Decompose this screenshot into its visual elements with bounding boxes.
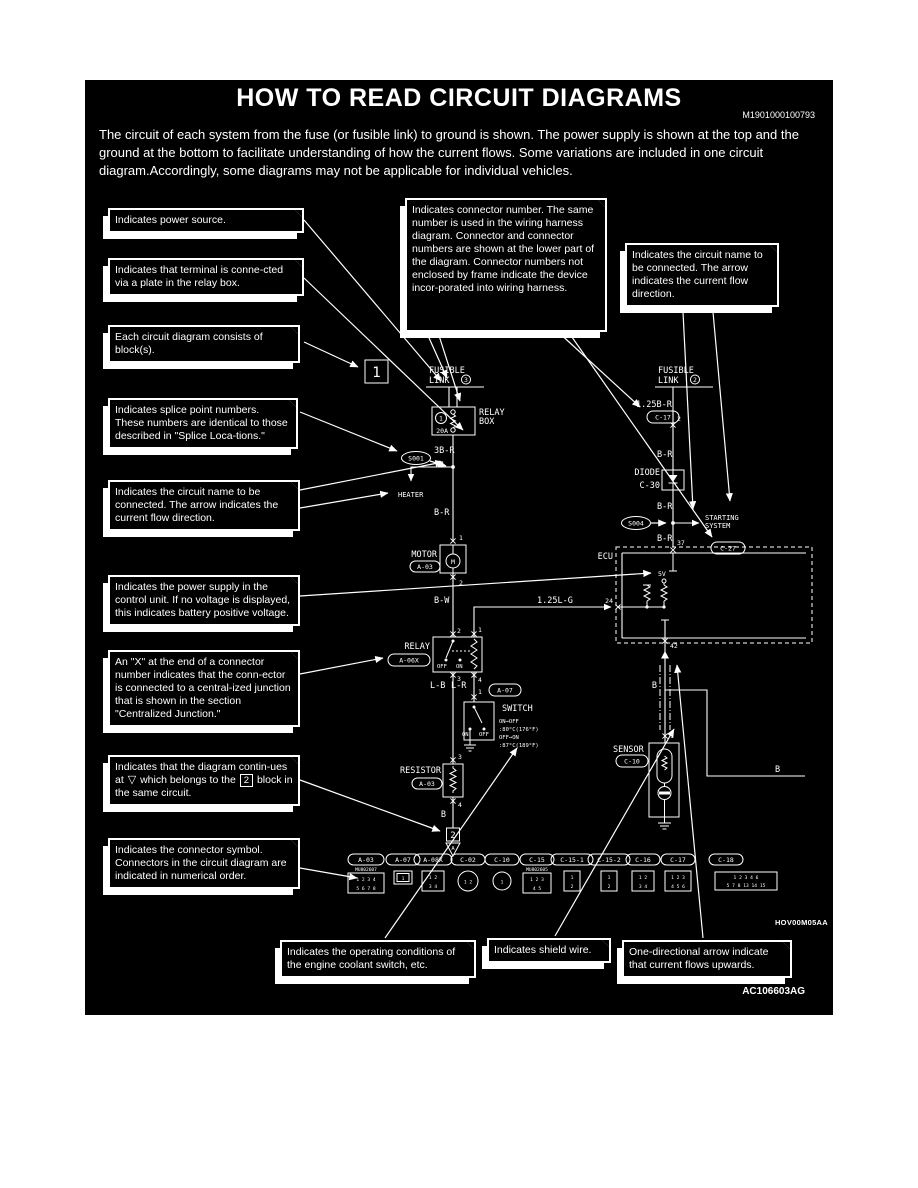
wire-label: B — [775, 765, 781, 775]
block-2-number: 2 — [450, 831, 456, 841]
svg-text:C-02: C-02 — [460, 856, 476, 864]
figure-reference-code: HOV00M05AA — [774, 918, 828, 927]
svg-text:5 6 7 8: 5 6 7 8 — [356, 887, 376, 892]
svg-text:2: 2 — [607, 885, 611, 890]
motor — [410, 534, 466, 587]
svg-text:1: 1 — [570, 876, 574, 881]
svg-text:42: 42 — [670, 642, 678, 650]
heater-label: HEATER — [398, 491, 424, 499]
relay — [388, 626, 482, 684]
svg-text:OFF: OFF — [479, 732, 489, 738]
fuse-icon — [451, 410, 455, 414]
callout-power-supply-control-unit: Indicates the power supply in the control unit. If no voltage is displayed, this indicates battery positive voltage. — [108, 575, 300, 626]
svg-text:1 2 3 4: 1 2 3 4 — [356, 878, 376, 883]
svg-text:3: 3 — [464, 376, 468, 384]
svg-text::80°C(176°F): :80°C(176°F) — [499, 727, 539, 733]
svg-text:4: 4 — [478, 676, 482, 684]
svg-text:2: 2 — [457, 627, 461, 635]
svg-text:A-03: A-03 — [419, 780, 435, 788]
svg-text:RELAY: RELAY — [404, 642, 430, 652]
svg-text:C-27: C-27 — [720, 544, 736, 553]
wire-label: B — [651, 681, 657, 691]
svg-text:A-03: A-03 — [417, 563, 433, 571]
svg-text:OFF→ON: OFF→ON — [499, 735, 519, 741]
callout-splice-points: Indicates splice point numbers. These numbers are identical to those described in "Splice Loca-tions." — [108, 398, 298, 449]
svg-text:5V: 5V — [658, 570, 666, 578]
heater-branch-wire — [411, 467, 453, 481]
svg-text:1 2 3: 1 2 3 — [671, 876, 685, 881]
svg-text:A: A — [451, 846, 455, 852]
svg-text:1: 1 — [670, 732, 674, 740]
callout-circuit-name-left: Indicates the circuit name to be connected. The arrow indicates the current flow direction. — [108, 480, 300, 531]
svg-text:ON→OFF: ON→OFF — [499, 719, 519, 725]
svg-text:RESISTOR: RESISTOR — [400, 766, 441, 776]
svg-text:3 4: 3 4 — [638, 885, 648, 890]
fusible-link-3 — [426, 366, 484, 407]
svg-text:1 2 3: 1 2 3 — [530, 878, 544, 883]
triangle-symbol: ▽ — [127, 774, 137, 786]
svg-text:C-16: C-16 — [635, 856, 651, 864]
wire-125l-g — [474, 607, 611, 637]
svg-text:1 2: 1 2 — [463, 880, 473, 886]
document-reference-code: AC106603AG — [742, 986, 805, 997]
svg-text:4 5: 4 5 — [532, 887, 542, 892]
svg-text:3: 3 — [458, 753, 462, 761]
svg-text:A-06X: A-06X — [399, 656, 419, 665]
svg-text:ON: ON — [456, 664, 463, 670]
wire-label: B-R — [657, 450, 673, 460]
svg-text:A-08X: A-08X — [423, 856, 443, 864]
svg-text:3: 3 — [457, 675, 461, 683]
callout-blocks: Each circuit diagram consists of block(s). — [108, 325, 300, 363]
svg-text:37: 37 — [677, 539, 685, 547]
callout-one-directional: One-directional arrow indicate that current flows upwards. — [622, 940, 792, 978]
svg-text:2: 2 — [570, 885, 574, 890]
svg-text:1: 1 — [401, 877, 405, 882]
svg-text:C-10: C-10 — [494, 856, 510, 864]
svg-text:3 4: 3 4 — [428, 885, 438, 890]
svg-text:MU802605: MU802605 — [526, 868, 548, 873]
callout-operating-conditions: Indicates the operating conditions of the engine coolant switch, etc. — [280, 940, 476, 978]
svg-text:FUSIBLE: FUSIBLE — [429, 366, 465, 376]
intro-paragraph: The circuit of each system from the fuse (or fusible link) to ground is shown. The power supply is shown at the top and the ground at the bottom to facilitate understanding of how the current flows. Some variations are included in one circuit diagram.Accordingly, some diagrams may not be applicable for individual vehicles. — [99, 127, 799, 178]
svg-text:A-07: A-07 — [395, 856, 411, 864]
document-number: M1901000100793 — [742, 110, 815, 120]
relay-coil-icon — [471, 639, 477, 669]
svg-text:C-17: C-17 — [655, 413, 671, 422]
fusible-link-2 — [655, 366, 713, 387]
svg-text:1: 1 — [478, 688, 482, 696]
up-arrow-icon — [661, 651, 669, 659]
svg-text:A-07: A-07 — [497, 686, 513, 695]
ecu — [598, 539, 812, 650]
svg-text:OFF: OFF — [437, 664, 447, 670]
svg-text:1 2: 1 2 — [428, 876, 438, 881]
diode — [634, 468, 684, 491]
svg-text:1 2: 1 2 — [638, 876, 648, 881]
callout-connector-number: Indicates connector number. The same number is used in the wiring harness diagram. Connector and connector numbers are shown at the lower part of the diagram. Connector numbers not enclosed by frame indicate the device incor-porated into wiring harness. — [405, 198, 607, 332]
diode-icon — [669, 475, 678, 482]
svg-text:ON: ON — [462, 732, 469, 738]
wire-label: 1.25L-G — [537, 596, 573, 606]
svg-text:ECU: ECU — [597, 552, 613, 562]
svg-text:1 2 3 4 6: 1 2 3 4 6 — [733, 876, 759, 881]
svg-text:1: 1 — [500, 880, 504, 886]
svg-text:5 7 8 13 14 15: 5 7 8 13 14 15 — [726, 884, 766, 889]
ecu-pin-24: 24 — [605, 597, 613, 605]
resistor-icon — [450, 766, 456, 793]
svg-text:RELAY: RELAY — [479, 408, 505, 418]
svg-text:SWITCH: SWITCH — [502, 704, 533, 714]
callout-shield-wire: Indicates shield wire. — [487, 938, 611, 963]
svg-text:MU802607: MU802607 — [355, 868, 377, 873]
svg-text:S001: S001 — [408, 454, 424, 463]
callout-connector-symbol: Indicates the connector symbol. Connectors in the circuit diagram are indicated in numerical order. — [108, 838, 300, 889]
starting-system-label: STARTING — [705, 514, 739, 522]
svg-text:BOX: BOX — [479, 417, 495, 427]
wire-label: L-B — [430, 681, 446, 691]
svg-text:C-10: C-10 — [624, 757, 640, 766]
wire-label: B-R — [434, 508, 450, 518]
svg-text:1: 1 — [439, 414, 443, 423]
svg-text:S004: S004 — [628, 519, 644, 528]
svg-text:C-15-1: C-15-1 — [560, 856, 584, 864]
wire-label: 3B-R — [434, 446, 455, 456]
svg-text:1: 1 — [478, 626, 482, 634]
svg-text::87°C(189°F): :87°C(189°F) — [499, 743, 539, 749]
wire-label: L-R — [451, 681, 467, 691]
svg-text:C-17: C-17 — [670, 856, 686, 864]
connector-row — [348, 854, 777, 893]
svg-text:LINK: LINK — [429, 376, 450, 386]
block-1-number: 1 — [372, 365, 381, 381]
svg-text:4: 4 — [458, 801, 462, 809]
callout-power-source: Indicates power source. — [108, 208, 304, 233]
svg-text:SENSOR: SENSOR — [613, 745, 644, 755]
callout-terminal-plate: Indicates that terminal is conne-cted via a plate in the relay box. — [108, 258, 304, 296]
ground-icon — [658, 800, 671, 830]
svg-text:C-15-2: C-15-2 — [597, 856, 621, 864]
svg-text:C-18: C-18 — [718, 856, 734, 864]
callout-circuit-name-right: Indicates the circuit name to be connected. The arrow indicates the current flow direction. — [625, 243, 779, 307]
svg-text:2: 2 — [693, 376, 697, 384]
wire-label: B-R — [657, 502, 673, 512]
svg-text:1: 1 — [459, 534, 463, 542]
svg-text:20A: 20A — [436, 427, 448, 435]
svg-text:M: M — [451, 558, 455, 566]
ecu-resistor-icon — [643, 585, 651, 607]
c17-pin: 2 — [677, 415, 681, 423]
wire-label: B — [440, 810, 446, 820]
svg-text:4 5 6: 4 5 6 — [671, 885, 685, 890]
ecu-resistor-icon — [661, 583, 667, 607]
svg-text:2: 2 — [459, 579, 463, 587]
resistor — [400, 753, 463, 809]
svg-text:1: 1 — [607, 876, 611, 881]
wire-label: B-W — [434, 596, 450, 606]
svg-text:DIODE: DIODE — [634, 468, 660, 478]
block-2-symbol: 2 — [240, 774, 253, 787]
svg-text:MOTOR: MOTOR — [411, 550, 437, 560]
svg-text:LINK: LINK — [658, 376, 679, 386]
wire-label: 1.25B-R — [636, 400, 672, 410]
sensor — [613, 732, 679, 829]
callout-x-connector: An "X" at the end of a connector number indicates that the conn-ector is connected to a central-ized junction that is shown in the section "Centralized Junction." — [108, 650, 300, 727]
svg-text:C-15: C-15 — [529, 856, 545, 864]
circuit-diagram-panel — [85, 80, 833, 1015]
svg-text:A-03: A-03 — [358, 856, 374, 864]
wire-label: B-R — [657, 534, 673, 544]
callout-diagram-continues: Indicates that the diagram contin-ues at ▽ which belongs to the 2 block in the same circuit. — [108, 755, 300, 806]
svg-text:C-30: C-30 — [639, 481, 660, 491]
svg-text:SYSTEM: SYSTEM — [705, 522, 731, 530]
page-title: HOW TO READ CIRCUIT DIAGRAMS — [236, 84, 682, 112]
svg-text:FUSIBLE: FUSIBLE — [658, 366, 694, 376]
